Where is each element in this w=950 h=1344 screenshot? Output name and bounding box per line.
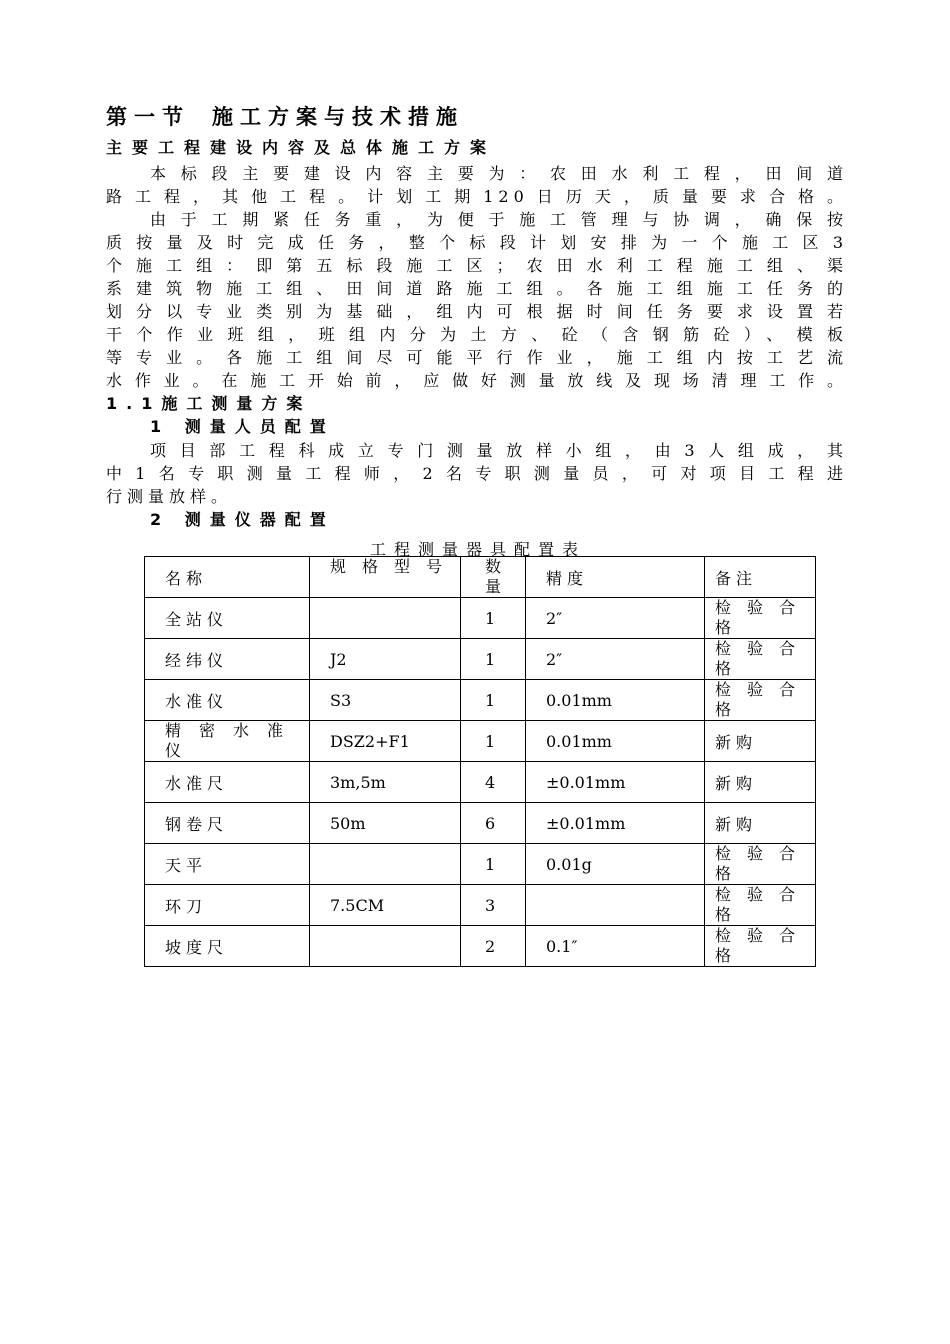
- cell-quantity: 1: [461, 844, 526, 885]
- heading-personnel: 1 测量人员配置: [150, 417, 335, 436]
- paragraph-line: 质按量及时完成任务，整个标段计划安排为一个施工区3: [106, 233, 848, 252]
- table-row: [145, 885, 816, 926]
- table-row: [145, 844, 816, 885]
- paragraph-line: 个施工组：即第五标段施工区；农田水利工程施工组、渠: [106, 256, 848, 275]
- paragraph-line: 水作业。在施工开始前，应做好测量放线及现场清理工作。: [106, 371, 848, 390]
- section-name: 施工方案与技术措施: [212, 105, 464, 129]
- cell-quantity: 1: [461, 639, 526, 680]
- subtitle: 主要工程建设内容及总体施工方案: [106, 138, 497, 157]
- cell-name: 精密水准仪: [145, 721, 310, 762]
- cell-quantity: 3: [461, 885, 526, 926]
- cell-spec: DSZ2+F1: [310, 721, 461, 762]
- cell-remark: 检验合格: [705, 885, 816, 926]
- paragraph-line: 等专业。各施工组间尽可能平行作业，施工组内按工艺流: [106, 348, 848, 367]
- header-spec: 规格型号: [310, 557, 461, 598]
- paragraph-line: 本标段主要建设内容主要为：农田水利工程，田间道: [150, 164, 848, 183]
- cell-remark: 检验合格: [705, 844, 816, 885]
- paragraph-line: 项目部工程科成立专门测量放样小组，由3人组成，其: [150, 441, 848, 460]
- paragraph-line: 路工程，其他工程。计划工期120日历天，质量要求合格。: [106, 187, 848, 206]
- header-quantity: 数量: [461, 557, 526, 598]
- cell-quantity: 2: [461, 926, 526, 967]
- cell-name: 水准尺: [145, 762, 310, 803]
- table-row: [145, 803, 816, 844]
- document-page: [106, 100, 848, 532]
- header-remark: 备注: [705, 557, 816, 598]
- table-row: [145, 762, 816, 803]
- cell-spec: [310, 926, 461, 967]
- cell-spec: S3: [310, 680, 461, 721]
- cell-spec: 50m: [310, 803, 461, 844]
- cell-precision: [526, 885, 705, 926]
- cell-name: 全站仪: [145, 598, 310, 639]
- table-row: [145, 680, 816, 721]
- header-name: 名称: [145, 557, 310, 598]
- cell-remark: 检验合格: [705, 926, 816, 967]
- cell-quantity: 1: [461, 680, 526, 721]
- heading-survey-plan: 1.1施工测量方案: [106, 394, 312, 413]
- cell-precision: 0.1″: [526, 926, 705, 967]
- section-number: 第一节: [106, 105, 190, 129]
- cell-precision: 0.01mm: [526, 680, 705, 721]
- cell-name: 环刀: [145, 885, 310, 926]
- cell-precision: 2″: [526, 598, 705, 639]
- cell-spec: 3m,5m: [310, 762, 461, 803]
- cell-name: 钢卷尺: [145, 803, 310, 844]
- paragraph-personnel: [106, 439, 848, 508]
- paragraph-line: 由于工期紧任务重，为便于施工管理与协调，确保按: [150, 210, 848, 229]
- cell-name: 坡度尺: [145, 926, 310, 967]
- cell-remark: 检验合格: [705, 639, 816, 680]
- paragraph-scope: [106, 162, 848, 208]
- cell-name: 水准仪: [145, 680, 310, 721]
- cell-quantity: 6: [461, 803, 526, 844]
- paragraph-line: 中1名专职测量工程师，2名专职测量员，可对项目工程进: [106, 464, 848, 483]
- cell-remark: 新购: [705, 803, 816, 844]
- paragraph-line: 划分以专业类别为基础，组内可根据时间任务要求设置若: [106, 302, 848, 321]
- cell-precision: 0.01g: [526, 844, 705, 885]
- table-row: [145, 639, 816, 680]
- cell-spec: J2: [310, 639, 461, 680]
- paragraph-line: 行测量放样。: [106, 487, 233, 506]
- table-row: [145, 721, 816, 762]
- header-precision: 精度: [526, 557, 705, 598]
- cell-precision: ±0.01mm: [526, 803, 705, 844]
- table-row: [145, 598, 816, 639]
- cell-precision: 2″: [526, 639, 705, 680]
- paragraph-organization: [106, 208, 848, 392]
- table-header-row: [145, 557, 816, 598]
- cell-remark: 新购: [705, 721, 816, 762]
- paragraph-line: 系建筑物施工组、田间道路施工组。各施工组施工任务的: [106, 279, 848, 298]
- paragraph-line: 干个作业班组，班组内分为土方、砼（含钢筋砼）、模板: [106, 325, 848, 344]
- cell-quantity: 1: [461, 598, 526, 639]
- cell-quantity: 4: [461, 762, 526, 803]
- section-title: [106, 100, 848, 134]
- instrument-table: [144, 556, 816, 967]
- heading-instruments: 2 测量仪器配置: [150, 510, 335, 529]
- cell-name: 经纬仪: [145, 639, 310, 680]
- cell-remark: 检验合格: [705, 680, 816, 721]
- cell-spec: [310, 598, 461, 639]
- cell-precision: 0.01mm: [526, 721, 705, 762]
- cell-spec: [310, 844, 461, 885]
- cell-name: 天平: [145, 844, 310, 885]
- cell-precision: ±0.01mm: [526, 762, 705, 803]
- cell-remark: 新购: [705, 762, 816, 803]
- cell-remark: 检验合格: [705, 598, 816, 639]
- cell-spec: 7.5CM: [310, 885, 461, 926]
- table-row: [145, 926, 816, 967]
- cell-quantity: 1: [461, 721, 526, 762]
- table-caption: 工程测量器具配置表: [370, 540, 587, 559]
